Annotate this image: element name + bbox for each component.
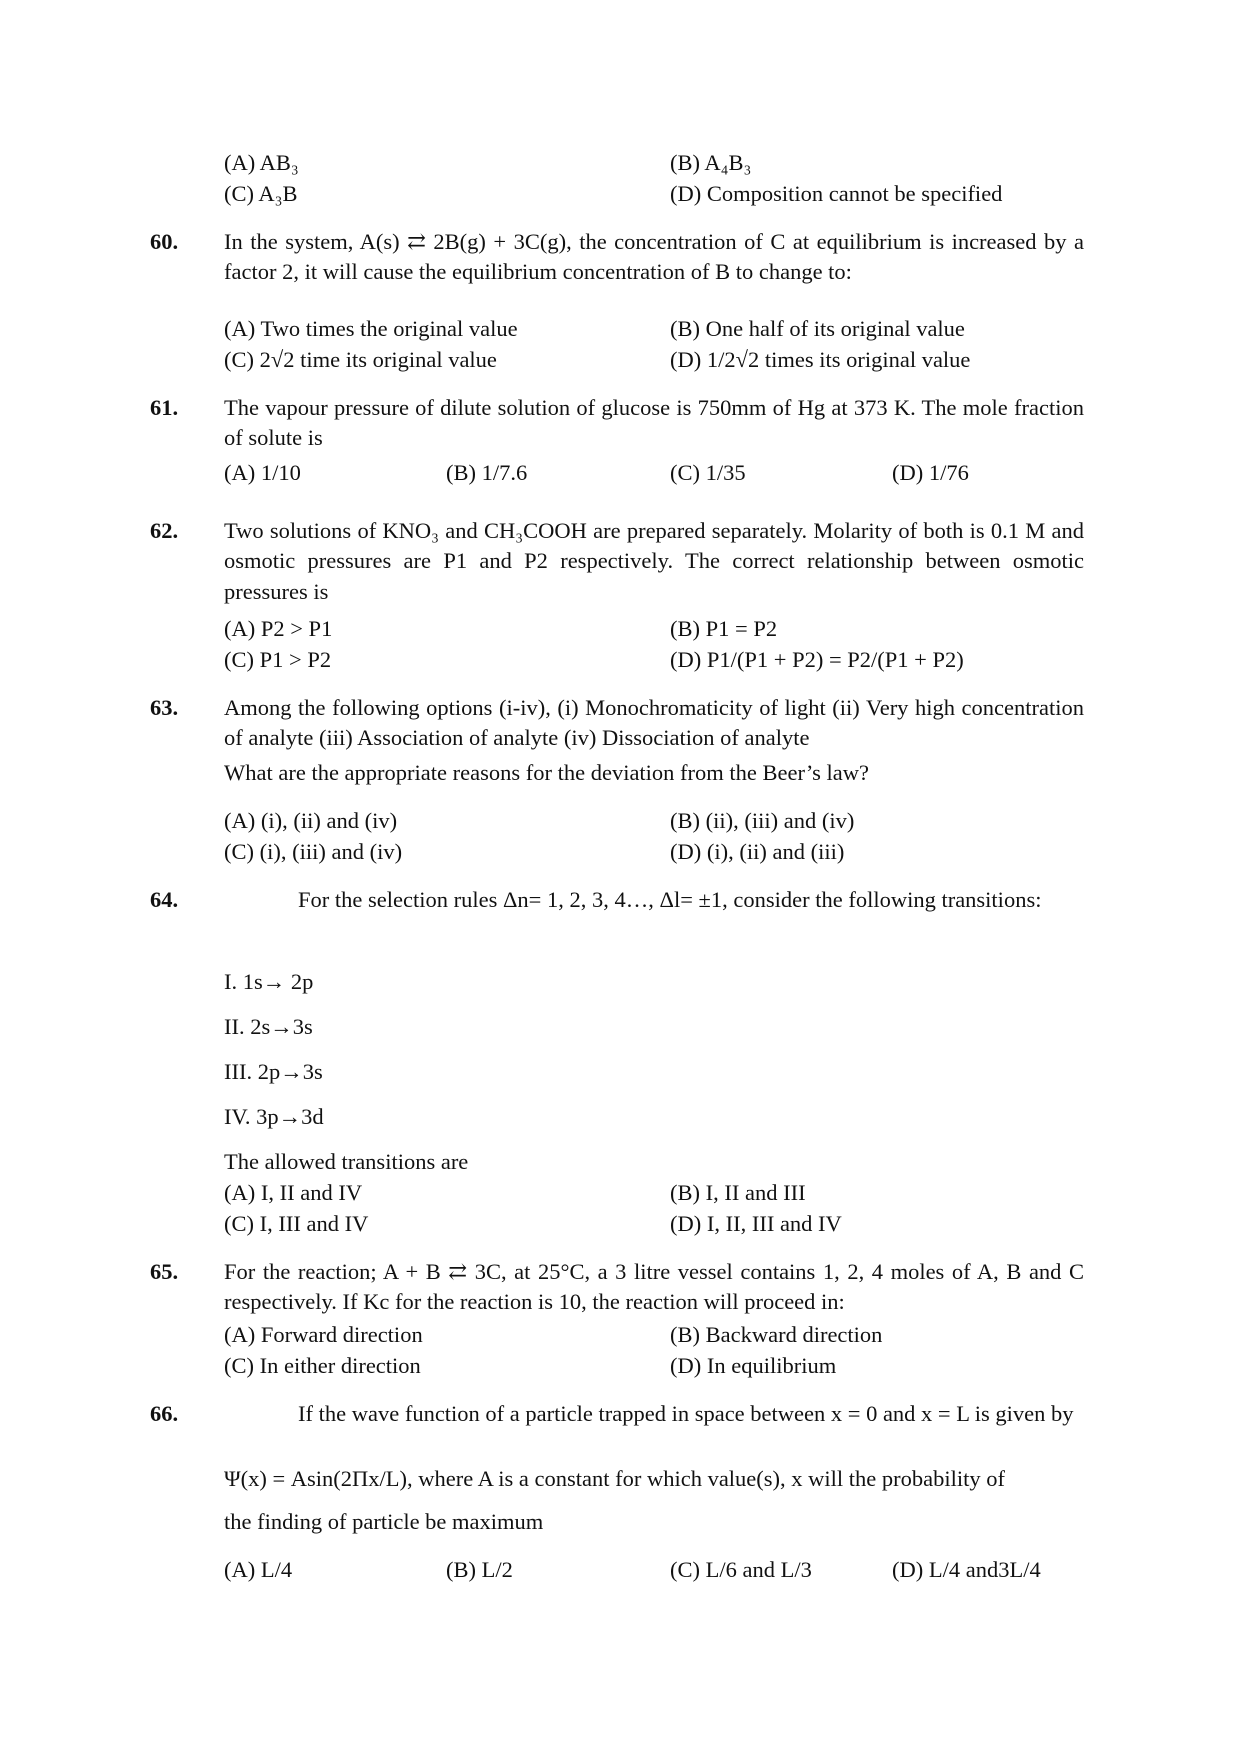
option-c: (C) L/6 and L/3 [670, 1557, 812, 1582]
option-a: (A) AB₃ [224, 150, 299, 175]
option-a: (A) I, II and IV [224, 1180, 363, 1205]
option-b: (B) (ii), (iii) and (iv) [670, 808, 855, 833]
question-text: Among the following options (i-iv), (i) Monochromaticity of light (ii) Very high concentration of analyte (iii) Association of analyte (iv) Dissociation of analyte [224, 695, 1084, 751]
question-number: 66. [150, 1401, 179, 1426]
question-text-continued: Ψ(x) = Asin(2Πx/L), where A is a constant for which value(s), x will the probability of [224, 1466, 1005, 1491]
question-number: 65. [150, 1259, 179, 1284]
option-c: (C) 2√2 time its original value [224, 347, 497, 372]
option-b: (B) Backward direction [670, 1322, 883, 1347]
option-a: (A) Forward direction [224, 1322, 423, 1347]
question-number: 60. [150, 229, 179, 254]
question-text: For the reaction; A + B ⇄ 3C, at 25°C, a 3 litre vessel contains 1, 2, 4 moles of A, B and C respectively. If Kc for the reaction is 10, the reaction will proceed in: [224, 1259, 1084, 1315]
question-text: The vapour pressure of dilute solution of glucose is 750mm of Hg at 373 K. The mole fraction of solute is [224, 395, 1084, 451]
option-d: (D) (i), (ii) and (iii) [670, 839, 845, 864]
option-d: (D) In equilibrium [670, 1353, 837, 1378]
option-b: (B) P1 = P2 [670, 616, 778, 641]
option-b: (B) 1/7.6 [446, 460, 528, 485]
question-number: 64. [150, 887, 179, 912]
question-prompt: The allowed transitions are [224, 1149, 469, 1174]
option-b: (B) One half of its original value [670, 316, 965, 341]
option-d: (D) P1/(P1 + P2) = P2/(P1 + P2) [670, 647, 964, 672]
question-text-continued: What are the appropriate reasons for the deviation from the Beer’s law? [224, 760, 869, 785]
transition-item: I. 1s→ 2p [224, 969, 314, 994]
question-number: 62. [150, 518, 179, 543]
question-number: 63. [150, 695, 179, 720]
option-c: (C) In either direction [224, 1353, 421, 1378]
transition-item: III. 2p→3s [224, 1059, 323, 1084]
option-a: (A) L/4 [224, 1557, 293, 1582]
option-c: (C) P1 > P2 [224, 647, 332, 672]
question-text: Two solutions of KNO₃ and CH₃COOH are prepared separately. Molarity of both is 0.1 M and osmotic pressures are P1 and P2 respectively. The correct relationship between osmotic pressures is [224, 518, 1084, 604]
option-b: (B) I, II and III [670, 1180, 806, 1205]
option-c: (C) I, III and IV [224, 1211, 369, 1236]
option-d: (D) Composition cannot be specified [670, 181, 1003, 206]
option-a: (A) Two times the original value [224, 316, 518, 341]
question-text: If the wave function of a particle trapped in space between x = 0 and x = L is given by [298, 1401, 1074, 1426]
option-c: (C) A₃B [224, 181, 298, 206]
question-text: For the selection rules Δn= 1, 2, 3, 4…, Δl= ±1, consider the following transitions: [298, 887, 1042, 912]
option-b: (B) L/2 [446, 1557, 513, 1582]
option-a: (A) (i), (ii) and (iv) [224, 808, 398, 833]
question-text: In the system, A(s) ⇄ 2B(g) + 3C(g), the concentration of C at equilibrium is increased by a factor 2, it will cause the equilibrium concentration of B to change to: [224, 229, 1084, 285]
option-a: (A) P2 > P1 [224, 616, 333, 641]
option-d: (D) 1/2√2 times its original value [670, 347, 971, 372]
option-c: (C) 1/35 [670, 460, 746, 485]
transition-item: IV. 3p→3d [224, 1104, 324, 1129]
option-c: (C) (i), (iii) and (iv) [224, 839, 403, 864]
question-text-continued: the finding of particle be maximum [224, 1509, 544, 1534]
question-number: 61. [150, 395, 179, 420]
option-b: (B) A₄B₃ [670, 150, 752, 175]
option-d: (D) I, II, III and IV [670, 1211, 842, 1236]
option-a: (A) 1/10 [224, 460, 301, 485]
option-d: (D) L/4 and3L/4 [892, 1557, 1041, 1582]
option-d: (D) 1/76 [892, 460, 969, 485]
transition-item: II. 2s→3s [224, 1014, 313, 1039]
